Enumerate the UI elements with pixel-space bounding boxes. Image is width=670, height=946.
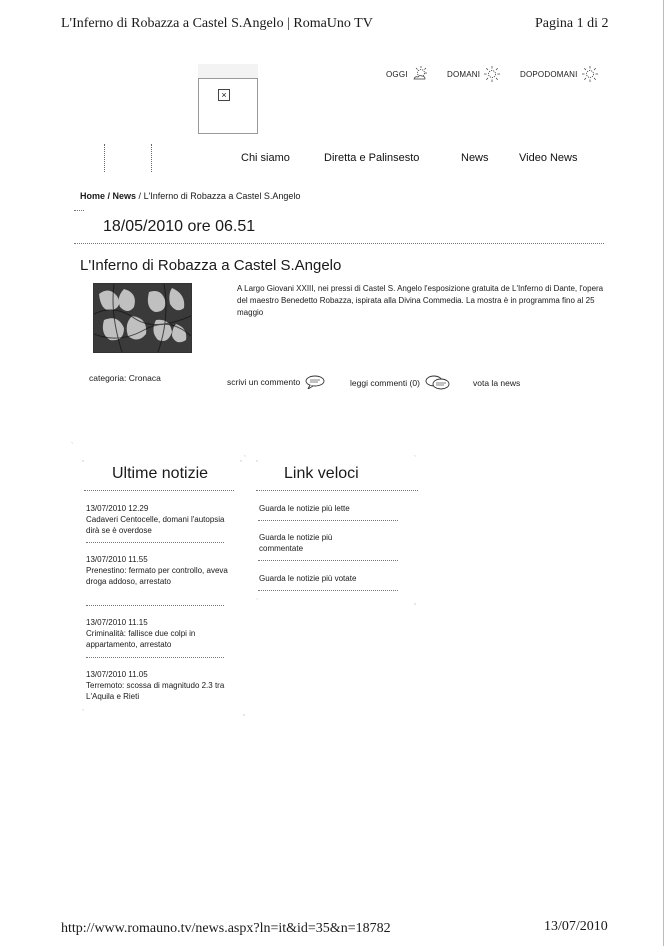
layout-mark: , — [414, 599, 416, 606]
weather-tomorrow-label: DOMANI — [447, 69, 481, 79]
article-title: L'Inferno di Robazza a Castel S.Angelo — [80, 257, 342, 274]
news-item-divider — [86, 605, 224, 606]
print-footer-date: 13/07/2010 — [544, 919, 608, 934]
weather-today[interactable] — [386, 66, 428, 82]
news-item-time: 13/07/2010 12.29 — [86, 504, 149, 513]
nav-divider — [151, 144, 153, 172]
logo-image-placeholder[interactable] — [198, 64, 258, 134]
quick-link-most-voted[interactable]: Guarda le notizie più votate — [259, 574, 357, 583]
weather-today-label: OGGI — [386, 69, 408, 79]
artwork-image — [94, 284, 191, 352]
print-footer-url: http://www.romauno.tv/news.aspx?ln=it&id=35&n=18782 — [61, 921, 391, 936]
weather-day-after-label: DOPODOMANI — [520, 69, 578, 79]
nav-item-news[interactable]: News — [461, 152, 489, 164]
layout-mark: ` — [71, 443, 74, 450]
news-item-headline[interactable]: Cadaveri Centocelle, domani l'autopsia dirà se è overdose — [86, 515, 225, 535]
article-category — [89, 373, 161, 383]
quick-links-title: Link veloci — [284, 465, 359, 482]
comments-icon — [424, 375, 450, 391]
article-thumbnail[interactable] — [93, 283, 192, 353]
news-item-time: 13/07/2010 11.15 — [86, 618, 148, 627]
read-comments-label: leggi commenti (0) — [350, 378, 420, 388]
news-item-headline[interactable]: Terremoto: scossa di magnitudo 2.3 tra L'Aquila e Rieti — [86, 681, 225, 701]
layout-mark: , ` — [240, 456, 247, 463]
quick-link-divider — [258, 560, 398, 561]
breadcrumb-separator: / — [105, 191, 113, 201]
latest-news-title: Ultime notizie — [112, 465, 209, 482]
quick-links-divider — [256, 490, 418, 491]
news-item-headline[interactable]: Prenestino: fermato per controllo, aveva droga addoso, arrestato — [86, 566, 228, 586]
layout-mark: , — [256, 456, 258, 463]
quick-link-most-read[interactable]: Guarda le notizie più lette — [259, 504, 350, 513]
print-header-page: Pagina 1 di 2 — [535, 16, 609, 31]
cloudy-sun-icon — [412, 66, 428, 82]
layout-mark: , — [82, 456, 84, 463]
broken-image-icon: × — [218, 89, 230, 101]
layout-mark: ` — [414, 456, 417, 463]
nav-item-diretta-palinsesto[interactable]: Diretta e Palinsesto — [324, 152, 420, 164]
print-header-title: L'Inferno di Robazza a Castel S.Angelo | RomaUno TV — [61, 16, 373, 31]
quick-link-divider — [258, 520, 398, 521]
news-item-headline[interactable]: Criminalità: fallisce due colpi in appartamento, arrestato — [86, 629, 196, 649]
layout-mark: ` — [82, 710, 85, 717]
latest-news-item[interactable] — [86, 554, 231, 587]
nav-item-chi-siamo[interactable]: Chi siamo — [241, 152, 290, 164]
news-item-divider — [86, 657, 224, 658]
latest-news-divider — [84, 490, 234, 491]
article-body: A Largo Giovani XXIII, nei pressi di Castel S. Angelo l'esposizione gratuita de L'Inferno di Dante, l'opera del maestro Benedetto Robazza, ispirata alla Divina Commedia. La mostra è in programma fino al 25 maggio — [237, 284, 604, 317]
category-label: categoria: — [89, 373, 127, 383]
vote-news-link[interactable]: vota la news — [473, 378, 521, 388]
nav-item-video-news[interactable]: Video News — [519, 152, 578, 164]
broken-image-frame — [198, 78, 258, 134]
article-datetime: 18/05/2010 ore 06.51 — [103, 218, 256, 235]
quick-link-divider — [258, 590, 398, 591]
category-link[interactable]: Cronaca — [128, 373, 161, 383]
page-edge-line — [663, 0, 664, 946]
layout-mark: , — [243, 710, 245, 717]
breadcrumb — [80, 191, 300, 201]
latest-news-item[interactable] — [86, 617, 231, 650]
weather-day-after[interactable] — [520, 66, 598, 82]
news-item-divider — [86, 542, 224, 543]
sun-icon — [582, 66, 598, 82]
layout-mark: ` — [256, 599, 259, 606]
latest-news-item[interactable] — [86, 503, 231, 536]
quick-link-most-commented[interactable]: Guarda le notizie più commentate — [259, 533, 333, 553]
read-comments-link[interactable] — [350, 375, 450, 391]
divider-tick — [74, 210, 84, 211]
write-comment-label: scrivi un commento — [227, 377, 301, 387]
write-comment-link[interactable] — [227, 375, 326, 389]
speech-bubble-icon — [304, 375, 326, 389]
breadcrumb-home[interactable]: Home — [80, 191, 106, 201]
article-divider — [74, 243, 604, 244]
sun-icon — [484, 66, 500, 82]
news-item-time: 13/07/2010 11.55 — [86, 555, 148, 564]
breadcrumb-current: L'Inferno di Robazza a Castel S.Angelo — [143, 191, 301, 201]
breadcrumb-news[interactable]: News — [112, 191, 137, 201]
weather-tomorrow[interactable] — [447, 66, 500, 82]
news-item-time: 13/07/2010 11.05 — [86, 670, 148, 679]
latest-news-item[interactable] — [86, 669, 231, 702]
breadcrumb-separator: / — [136, 191, 144, 201]
nav-divider — [104, 144, 106, 172]
